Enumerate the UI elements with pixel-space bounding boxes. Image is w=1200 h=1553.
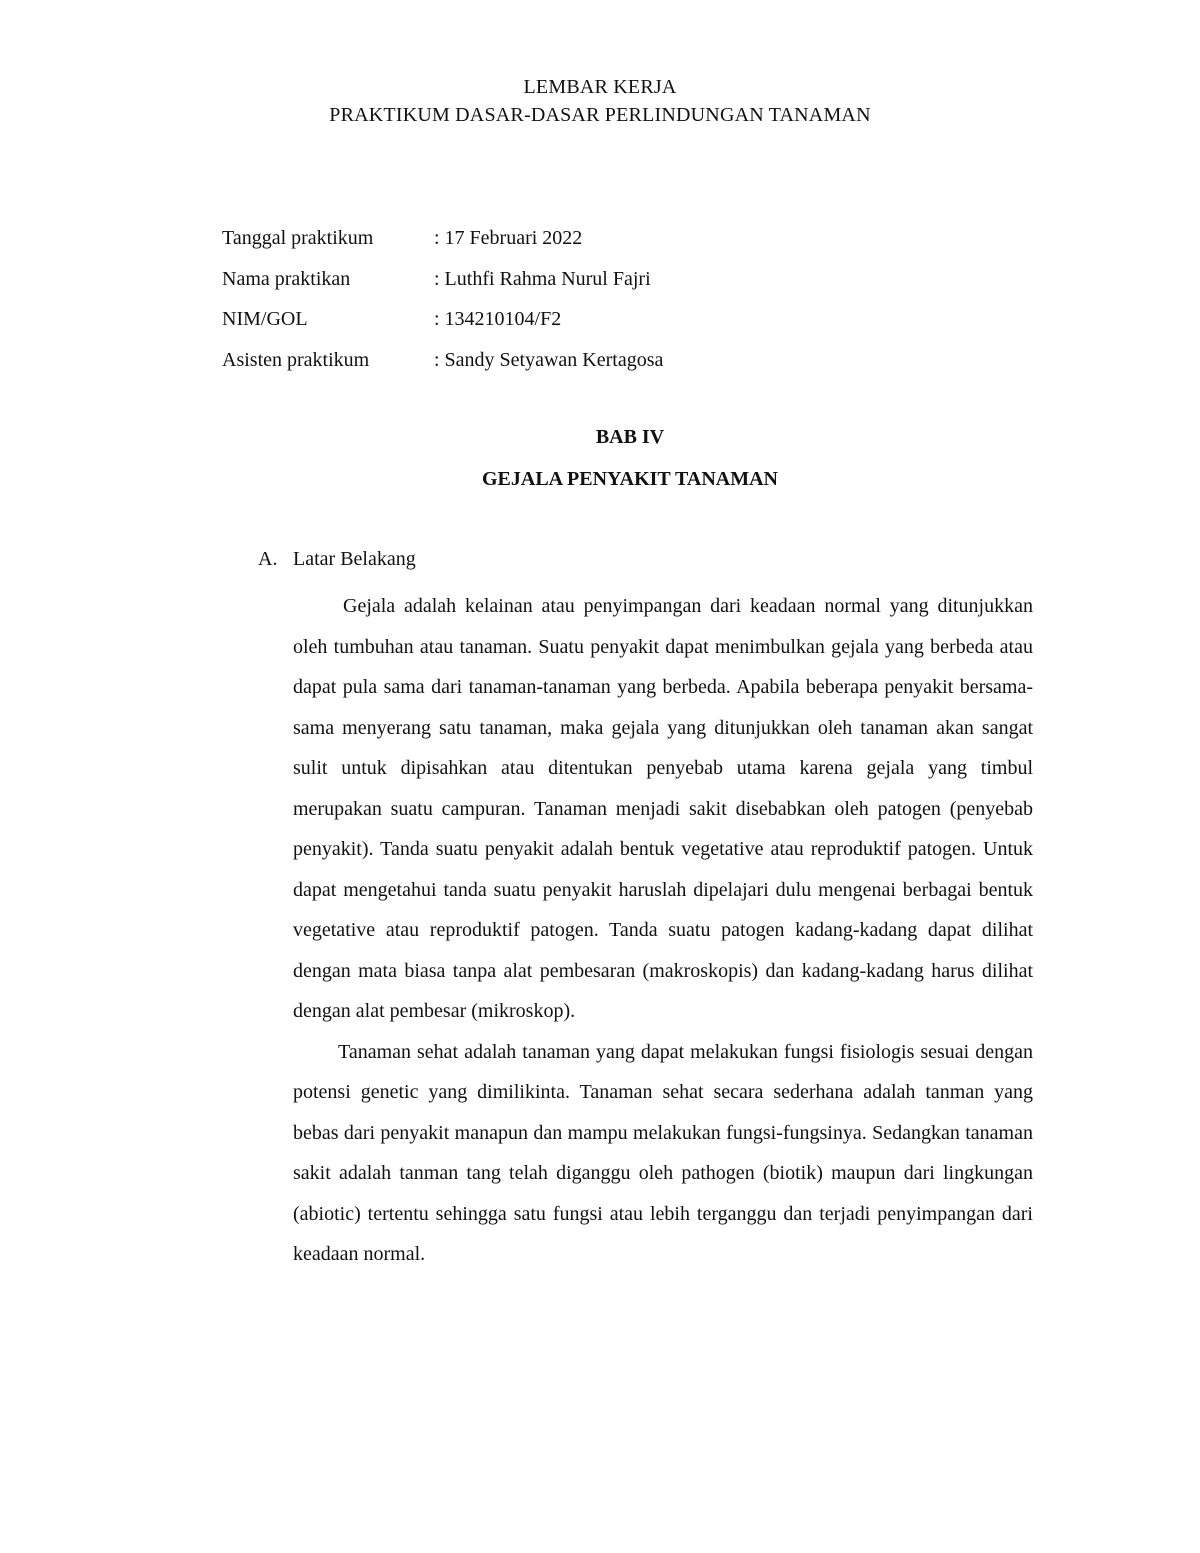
document-title: LEMBAR KERJA xyxy=(523,76,677,98)
info-label: Asisten praktikum xyxy=(222,348,370,371)
section-heading xyxy=(258,548,416,571)
info-label: NIM/GOL xyxy=(222,308,308,330)
info-row-name xyxy=(222,263,663,304)
info-value: : 17 Februari 2022 xyxy=(434,227,583,249)
chapter-number: BAB IV xyxy=(595,426,665,448)
info-row-nim xyxy=(222,303,663,344)
info-value: : 134210104/F2 xyxy=(434,308,562,330)
info-row-assistant xyxy=(222,344,663,385)
section-body xyxy=(293,586,1033,1275)
document-title-block xyxy=(0,73,1200,129)
section-letter: A. xyxy=(258,548,278,570)
paragraph: Tanaman sehat adalah tanaman yang dapat melakukan fungsi fisiologis sesuai dengan potensi genetic yang dimilikinta. Tanaman sehat secara sederhana adalah tanman yang bebas dari penyakit manapun dan mampu melakukan fungsi-fungsinya. Sedangkan tanaman sakit adalah tanman tang telah diganggu oleh pathogen (biotik) maupun dari lingkungan (abiotic) tertentu sehingga satu fungsi atau lebih terganggu dan terjadi penyimpangan dari keadaan normal. xyxy=(293,1040,1033,1265)
info-value: : Luthfi Rahma Nurul Fajri xyxy=(434,267,651,290)
paragraph: Gejala adalah kelainan atau penyimpangan dari keadaan normal yang ditunjukkan oleh tumbuhan atau tanaman. Suatu penyakit dapat menimbulkan gejala yang berbeda atau dapat pula sama dari tanaman-tanaman yang berbeda. Apabila beberapa penyakit bersama-sama menyerang satu tanaman, maka gejala yang ditunjukkan oleh tanaman akan sangat sulit untuk dipisahkan atau ditentukan penyebab utama karena gejala yang timbul merupakan suatu campuran. Tanaman menjadi sakit disebabkan oleh patogen (penyebab penyakit). Tanda suatu penyakit adalah bentuk vegetative atau reproduktif patogen. Untuk dapat mengetahui tanda suatu penyakit haruslah dipelajari dulu mengenai berbagai bentuk vegetative atau reproduktif patogen. Tanda suatu patogen kadang-kadang dapat dilihat dengan mata biasa tanpa alat pembesaran (makroskopis) dan kadang-kadang harus dilihat dengan alat pembesar (mikroskop). xyxy=(293,595,1033,1022)
info-label: Tanggal praktikum xyxy=(222,227,374,249)
info-row-date xyxy=(222,222,663,263)
info-value: : Sandy Setyawan Kertagosa xyxy=(434,348,664,371)
chapter-title: GEJALA PENYAKIT TANAMAN xyxy=(482,468,778,490)
info-label: Nama praktikan xyxy=(222,267,351,290)
practicum-info xyxy=(222,222,663,384)
document-subtitle: PRAKTIKUM DASAR-DASAR PERLINDUNGAN TANAMAN xyxy=(329,104,871,126)
section-title: Latar Belakang xyxy=(293,548,416,570)
